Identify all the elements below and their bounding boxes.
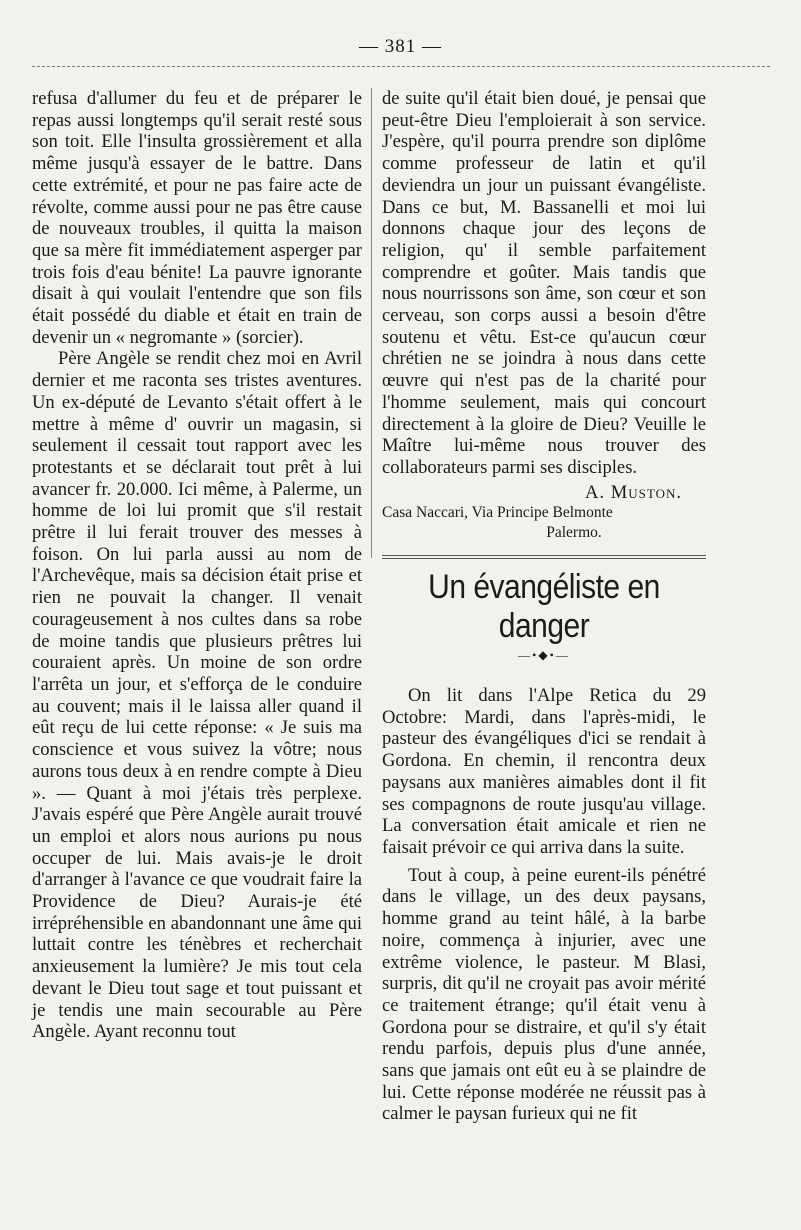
- title-ornament: —•◆•—: [518, 648, 570, 663]
- author-signature: A. Muston.: [584, 481, 682, 503]
- page-number: — 381 —: [359, 36, 442, 57]
- left-paragraph-1: refusa d'allumer du feu et de préparer le repas aussi longtemps qu'il serait resté sous son toit. Elle l'insulta grossièrement et alla même jusqu'à essayer de le battre. Dans cette extrémité, et pour ne pas faire acte de révolte, comme aussi pour ne pas être cause de nouveaux troubles, il quitta la maison que sa mère fit immédiatement asperger par trois fois d'eau bénite! La pauvre ignorante disait à qui voulait l'entendre que son fils était possédé du diable et était en train de devenir un « negromante » (sorcier).: [32, 88, 362, 348]
- header-rule: [32, 66, 770, 67]
- right-column: [382, 88, 706, 1125]
- column-divider: [371, 88, 372, 558]
- article-body: [382, 685, 706, 1125]
- article-paragraph-1: On lit dans l'Alpe Retica du 29 Octobre: Mardi, dans l'après-midi, le pasteur des évangéliques d'ici se rendait à Gordona. En chemin, il rencontra deux paysans aux manières aimables dont il fit ses compagnons de route jusqu'au village. La conversation était amicale et rien ne faisait prévoir ce qui arriva dans la suite.: [382, 685, 706, 858]
- article-paragraph-2: Tout à coup, à peine eurent-ils pénétré dans le village, un des deux paysans, homme grand au teint hâlé, à la barbe noire, commença à injurier, avec une extrême violence, le pasteur. M Blasi, surpris, dit qu'il ne croyait pas avoir mérité ce traitement étrange; qu'il était venu à Gordona pour se distraire, et qu'il s'y était rendu parfois, depuis plus d'une année, sans que jamais ont eût eu à se plaindre de lui. Cette réponse modérée ne réussit pas à calmer le paysan furieux qui ne fit: [382, 864, 706, 1125]
- left-column: [32, 88, 362, 1043]
- section-divider: [382, 555, 706, 559]
- address-line-2: Palermo.: [546, 524, 602, 542]
- right-continuation: de suite qu'il était bien doué, je pensai que peut-être Dieu l'emploierait à son service. J'espère, qu'il pourra prendre son diplôme comme professeur de latin et qu'il deviendra un jour un puissant évangéliste. Dans ce but, M. Bassanelli et moi lui donnons chaque jour des leçons de religion, qu' il semble parfaitement comprendre et goûter. Mais tandis que nous nourrissons son âme, son cœur et son cerveau, son corps aussi a besoin d'être soutenu et vêtu. Est-ce qu'aucun cœur chrétien ne se joindra à nous dans cette œuvre qui n'est pas de la charité pour l'homme seulement, mais qui concourt directement à la gloire de Dieu? Veuille le Maître lui-même nous trouver des collaborateurs parmi ses disciples.: [382, 88, 706, 478]
- left-paragraph-2: Père Angèle se rendit chez moi en Avril dernier et me raconta ses tristes aventures. Un ex-député de Levanto s'était offert à le mettre à même d' ouvrir un magasin, si seulement il cessait tout rapport avec les protestants et se déclarait tout prêt à lui avancer fr. 20.000. Ici même, à Palerme, un homme de loi lui promit que s'il restait prêtre il lui ferait trouver des messes à foison. On lui parla aussi au nom de l'Archevêque, mais sa décision était prise et rien ne pouvait la changer. Il venait courageusement à nos cultes dans sa robe de moine tandis que plusieurs prêtres lui couraient après. Un moine de son ordre l'arrêta un jour, et s'efforça de le conduire au couvent; mais il le laissa aller quand il eût reçu de lui cette réponse: « Je suis ma conscience et vous suivez la vôtre; nous aurons tous deux à en rendre compte à Dieu ». — Quant à moi j'étais très perplexe. J'avais espéré que Père Angèle aurait trouvé un emploi et alors nous aurions pu nous occuper de lui. Mais avais-je le droit d'arranger à l'avance ce que voudrait faire la Providence de Dieu? Aurais-je été irrépréhensible en abandonnant une âme qui luttait contre les ténèbres et recherchait anxieusement la lumière? Je mis tout cela devant le Dieu tout sage et tout puissant et je tendis une main secourable au Père Angèle. Ayant reconnu tout: [32, 348, 362, 1043]
- article-title: Un évangéliste en danger: [428, 568, 660, 646]
- address-line-1: Casa Naccari, Via Principe Belmonte: [382, 504, 613, 522]
